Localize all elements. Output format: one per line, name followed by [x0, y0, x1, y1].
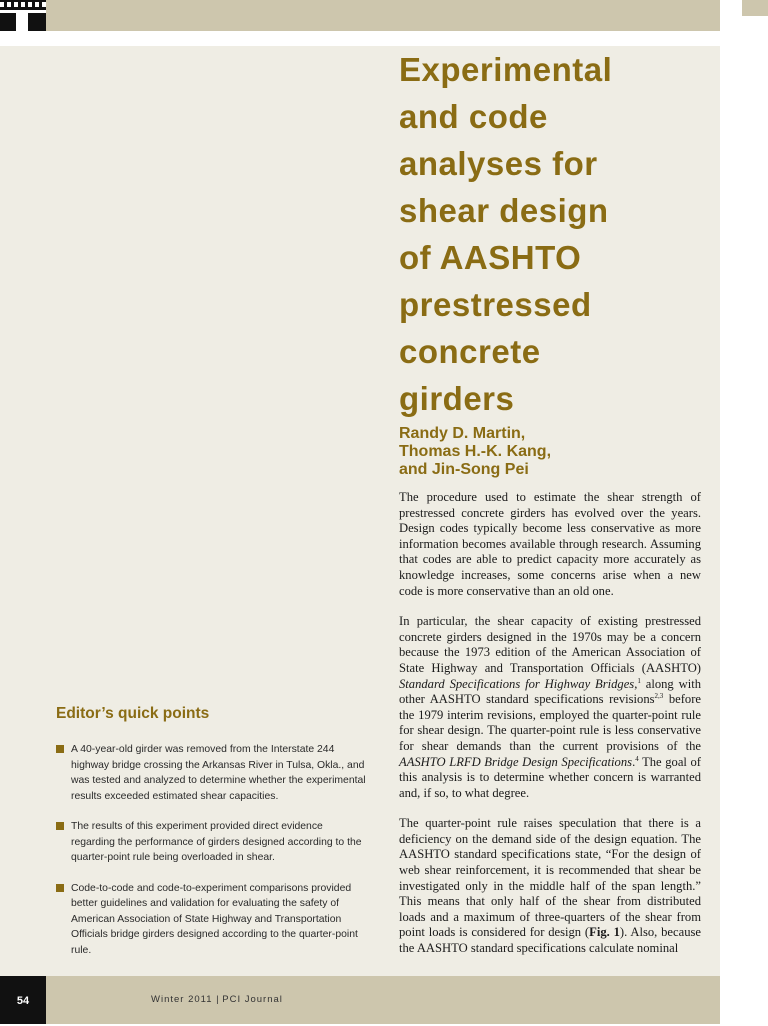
author: Thomas H.-K. Kang, — [399, 443, 552, 460]
journal-info — [151, 994, 283, 1005]
quick-point — [56, 742, 366, 804]
text-run: ). Also, because the AASHTO standard specifications calculate nominal — [399, 925, 701, 956]
logo-stem — [16, 12, 28, 31]
title-line: of AASHTO — [399, 239, 582, 276]
text-run: In particular, the shear capacity of existing prestressed concrete girders designed in the 1970s may be a concern because the 1973 edition of the American Association of State Highway and Transportation Officials (AASHTO) — [399, 614, 701, 675]
header-bar — [0, 0, 720, 31]
separator: | — [216, 994, 219, 1005]
header-right-tab — [742, 0, 768, 16]
citation-title: Standard Specifications for Highway Bridges — [399, 676, 635, 691]
pci-bridge-logo-icon — [0, 0, 46, 31]
bullet-square-icon — [56, 884, 64, 892]
logo-stripes — [0, 2, 46, 7]
author: Randy D. Martin, — [399, 425, 526, 442]
quick-point-text: The results of this experiment provided direct evidence regarding the performance of girders designed according to the quarter-point rule being overloaded in shear. — [71, 821, 362, 863]
article-body — [399, 490, 701, 972]
quick-point-text: A 40-year-old girder was removed from the Interstate 244 highway bridge crossing the Arkansas River in Tulsa, Okla., and was tested and analyzed to determine whether the experimental results exceeded estimated shear capacities. — [71, 744, 366, 802]
issue-season: Winter 2011 — [151, 994, 213, 1005]
text-run: The quarter-point rule raises speculation that there is a deficiency on the demand side of the design equation. The AASHTO standard specifications state, “For the design of web shear reinforcement, it is recommended that shear be investigated only in the middle half of the span length.” This means that only half of the shear from distributed loads and a maximum of three-quarters of the shear from point loads is considered for design ( — [399, 816, 701, 940]
quick-points-title: Editor’s quick points — [56, 705, 210, 722]
paragraph: The procedure used to estimate the shear strength of prestressed concrete girders has evolved over the years. Design codes typically become less conservative as more information becomes available through research. Assuming that codes are able to predict capacity more accurately as knowledge increases, some concerns arise when a new code is more conservative than an old one. — [399, 490, 701, 598]
quick-point — [56, 881, 366, 959]
text-run: along with other AASHTO standard specifications revisions — [399, 676, 701, 707]
citation-title: AASHTO LRFD Bridge Design Specifications — [399, 754, 633, 769]
title-line: concrete — [399, 333, 541, 370]
page-number: 54 — [0, 976, 46, 1024]
journal-name: PCI Journal — [222, 994, 283, 1005]
author: and Jin-Song Pei — [399, 461, 529, 478]
bullet-square-icon — [56, 745, 64, 753]
footer-bar — [0, 976, 720, 1024]
left-blank-area — [0, 46, 383, 706]
title-line: girders — [399, 380, 515, 417]
paragraph: In particular, the shear capacity of existing prestressed concrete girders designed in the 1970s may be a concern because the 1973 edition of the American Association of State Highway and Transportation Officials (AASHTO) Standard Specifications for Highway Bridges,$^1$ along with other AASHTO standard specifications revisions$^{2,3}$ before the 1979 interim revisions, employed the quarter-point rule for shear design. The quarter-point rule is less conservative for shear demands than the current provisions of the AASHTO LRFD Bridge Design Specifications.$^4$ The goal of this analysis is to determine whether concern is warranted and, if so, to what degree. — [399, 614, 701, 800]
title-line: Experimental — [399, 51, 613, 88]
title-line: shear design — [399, 192, 609, 229]
text-run: before the 1979 interim revisions, employed the quarter-point rule for shear design. The quarter-point rule is less conservative for shear demands than the current provisions of the — [399, 692, 701, 753]
author-list — [399, 425, 709, 479]
bullet-square-icon — [56, 822, 64, 830]
quick-points-list — [56, 742, 366, 973]
quick-point — [56, 819, 366, 866]
article-title — [399, 46, 709, 422]
title-line: analyses for — [399, 145, 598, 182]
title-line: prestressed — [399, 286, 592, 323]
paragraph — [399, 816, 701, 956]
reference-mark: 2,3 — [654, 691, 664, 700]
quick-point-text: Code-to-code and code-to-experiment comparisons provided better guidelines and validation for evaluating the safety of American Association of State Highway and Transportation Officials bridge girders designed according to the quarter-point rule. — [71, 882, 358, 956]
reference-mark: 4 — [635, 754, 639, 763]
title-line: and code — [399, 98, 548, 135]
figure-reference: Fig. 1 — [589, 925, 620, 940]
text-run: The goal of this analysis is to determine whether concern is warranted and, if so, to what degree. — [399, 754, 701, 800]
reference-mark: 1 — [637, 676, 641, 685]
